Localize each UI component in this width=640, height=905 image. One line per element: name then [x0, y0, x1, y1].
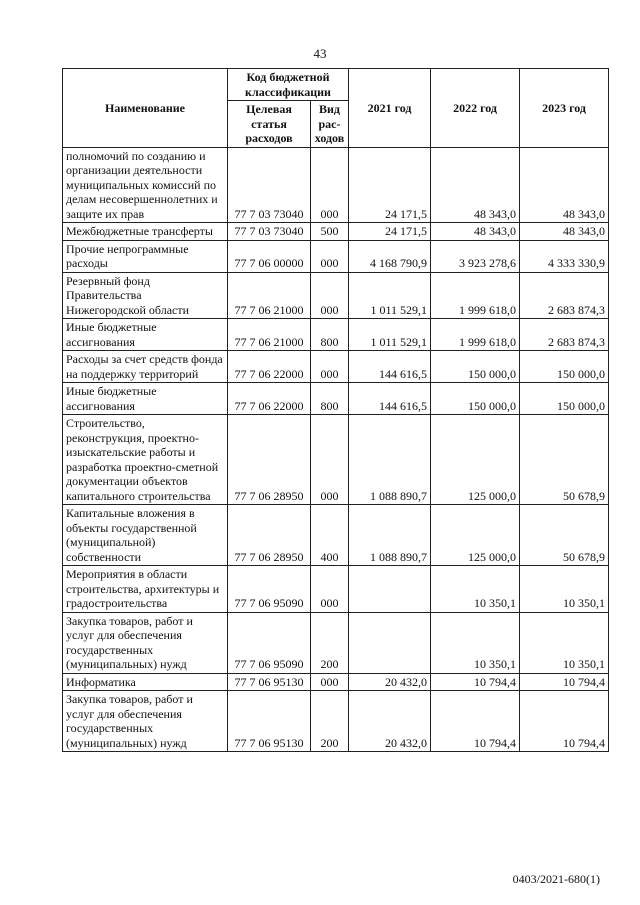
cell-y2021: 144 616,5: [349, 351, 431, 383]
cell-kind: 800: [311, 383, 349, 415]
cell-y2022: 10 350,1: [431, 566, 520, 613]
cell-y2021: 20 432,0: [349, 673, 431, 691]
cell-y2022: 1 999 618,0: [431, 319, 520, 351]
cell-y2023: 2 683 874,3: [520, 319, 609, 351]
cell-kind: 000: [311, 673, 349, 691]
cell-y2023: 48 343,0: [520, 147, 609, 223]
table-row: [63, 415, 609, 505]
cell-name: Расходы за счет средств фонда на поддержку территорий: [63, 351, 228, 383]
cell-y2023: 150 000,0: [520, 351, 609, 383]
cell-name: Информатика: [63, 673, 228, 691]
table-row: [63, 147, 609, 223]
cell-code: 77 7 06 95130: [228, 673, 311, 691]
cell-name: Иные бюджетные ассигнования: [63, 383, 228, 415]
header-kind: Вид рас-ходов: [311, 101, 349, 148]
cell-y2023: 10 794,4: [520, 691, 609, 752]
cell-kind: 200: [311, 691, 349, 752]
document-code: 0403/2021-680(1): [512, 872, 600, 886]
cell-kind: 000: [311, 272, 349, 319]
cell-y2022: 10 350,1: [431, 612, 520, 673]
cell-kind: 200: [311, 612, 349, 673]
cell-y2023: 10 794,4: [520, 673, 609, 691]
table-row: [63, 566, 609, 613]
cell-y2021: 24 171,5: [349, 223, 431, 241]
cell-y2021: [349, 566, 431, 613]
cell-y2023: 10 350,1: [520, 566, 609, 613]
table-row: [63, 612, 609, 673]
cell-code: 77 7 06 22000: [228, 351, 311, 383]
header-name: Наименование: [63, 69, 228, 148]
cell-y2023: 10 350,1: [520, 612, 609, 673]
table-row: [63, 673, 609, 691]
cell-y2023: 4 333 330,9: [520, 240, 609, 272]
cell-y2022: 48 343,0: [431, 147, 520, 223]
table-row: [63, 272, 609, 319]
cell-y2021: [349, 612, 431, 673]
cell-y2022: 150 000,0: [431, 383, 520, 415]
cell-name: Резервный фонд Правительства Нижегородской области: [63, 272, 228, 319]
cell-y2022: 3 923 278,6: [431, 240, 520, 272]
cell-name: Межбюджетные трансферты: [63, 223, 228, 241]
cell-y2021: 4 168 790,9: [349, 240, 431, 272]
cell-code: 77 7 06 21000: [228, 272, 311, 319]
cell-name: Закупка товаров, работ и услуг для обеспечения государственных (муниципальных) нужд: [63, 691, 228, 752]
cell-y2021: 20 432,0: [349, 691, 431, 752]
table-row: [63, 691, 609, 752]
cell-kind: 000: [311, 415, 349, 505]
cell-kind: 400: [311, 505, 349, 566]
cell-y2021: 1 088 890,7: [349, 415, 431, 505]
cell-kind: 800: [311, 319, 349, 351]
cell-code: 77 7 06 95090: [228, 612, 311, 673]
cell-code: 77 7 06 95130: [228, 691, 311, 752]
header-target: Целевая статья расходов: [228, 101, 311, 148]
table-row: [63, 351, 609, 383]
cell-y2022: 150 000,0: [431, 351, 520, 383]
cell-y2023: 50 678,9: [520, 415, 609, 505]
table-row: [63, 240, 609, 272]
header-2023: 2023 год: [520, 69, 609, 148]
cell-y2022: 48 343,0: [431, 223, 520, 241]
cell-code: 77 7 06 21000: [228, 319, 311, 351]
cell-y2021: 1 088 890,7: [349, 505, 431, 566]
cell-name: полномочий по созданию и организации деятельности муниципальных комиссий по делам несовершеннолетних и защите их прав: [63, 147, 228, 223]
cell-code: 77 7 06 00000: [228, 240, 311, 272]
cell-y2023: 150 000,0: [520, 383, 609, 415]
header-code-group: Код бюджетной классификации: [228, 69, 349, 101]
cell-name: Закупка товаров, работ и услуг для обеспечения государственных (муниципальных) нужд: [63, 612, 228, 673]
cell-y2023: 2 683 874,3: [520, 272, 609, 319]
cell-code: 77 7 03 73040: [228, 223, 311, 241]
cell-kind: 000: [311, 147, 349, 223]
cell-name: Мероприятия в области строительства, архитектуры и градостроительства: [63, 566, 228, 613]
cell-name: Иные бюджетные ассигнования: [63, 319, 228, 351]
table-row: [63, 319, 609, 351]
cell-code: 77 7 06 95090: [228, 566, 311, 613]
cell-y2022: 125 000,0: [431, 505, 520, 566]
cell-y2022: 10 794,4: [431, 673, 520, 691]
cell-code: 77 7 03 73040: [228, 147, 311, 223]
cell-code: 77 7 06 28950: [228, 415, 311, 505]
table-row: [63, 383, 609, 415]
cell-y2023: 50 678,9: [520, 505, 609, 566]
table-row: [63, 505, 609, 566]
cell-y2022: 1 999 618,0: [431, 272, 520, 319]
page-number: 43: [313, 46, 327, 61]
table-row: [63, 223, 609, 241]
cell-code: 77 7 06 22000: [228, 383, 311, 415]
header-2022: 2022 год: [431, 69, 520, 148]
cell-y2021: 144 616,5: [349, 383, 431, 415]
cell-name: Прочие непрограммные расходы: [63, 240, 228, 272]
cell-kind: 000: [311, 566, 349, 613]
cell-name: Строительство, реконструкция, проектно-изыскательские работы и разработка проектно-сметной документации объектов капитального строительства: [63, 415, 228, 505]
cell-kind: 000: [311, 351, 349, 383]
cell-name: Капитальные вложения в объекты государственной (муниципальной) собственности: [63, 505, 228, 566]
cell-y2021: 1 011 529,1: [349, 319, 431, 351]
cell-code: 77 7 06 28950: [228, 505, 311, 566]
cell-kind: 000: [311, 240, 349, 272]
cell-y2022: 125 000,0: [431, 415, 520, 505]
cell-kind: 500: [311, 223, 349, 241]
cell-y2023: 48 343,0: [520, 223, 609, 241]
budget-table: [62, 68, 609, 752]
cell-y2021: 24 171,5: [349, 147, 431, 223]
cell-y2022: 10 794,4: [431, 691, 520, 752]
cell-y2021: 1 011 529,1: [349, 272, 431, 319]
header-2021: 2021 год: [349, 69, 431, 148]
